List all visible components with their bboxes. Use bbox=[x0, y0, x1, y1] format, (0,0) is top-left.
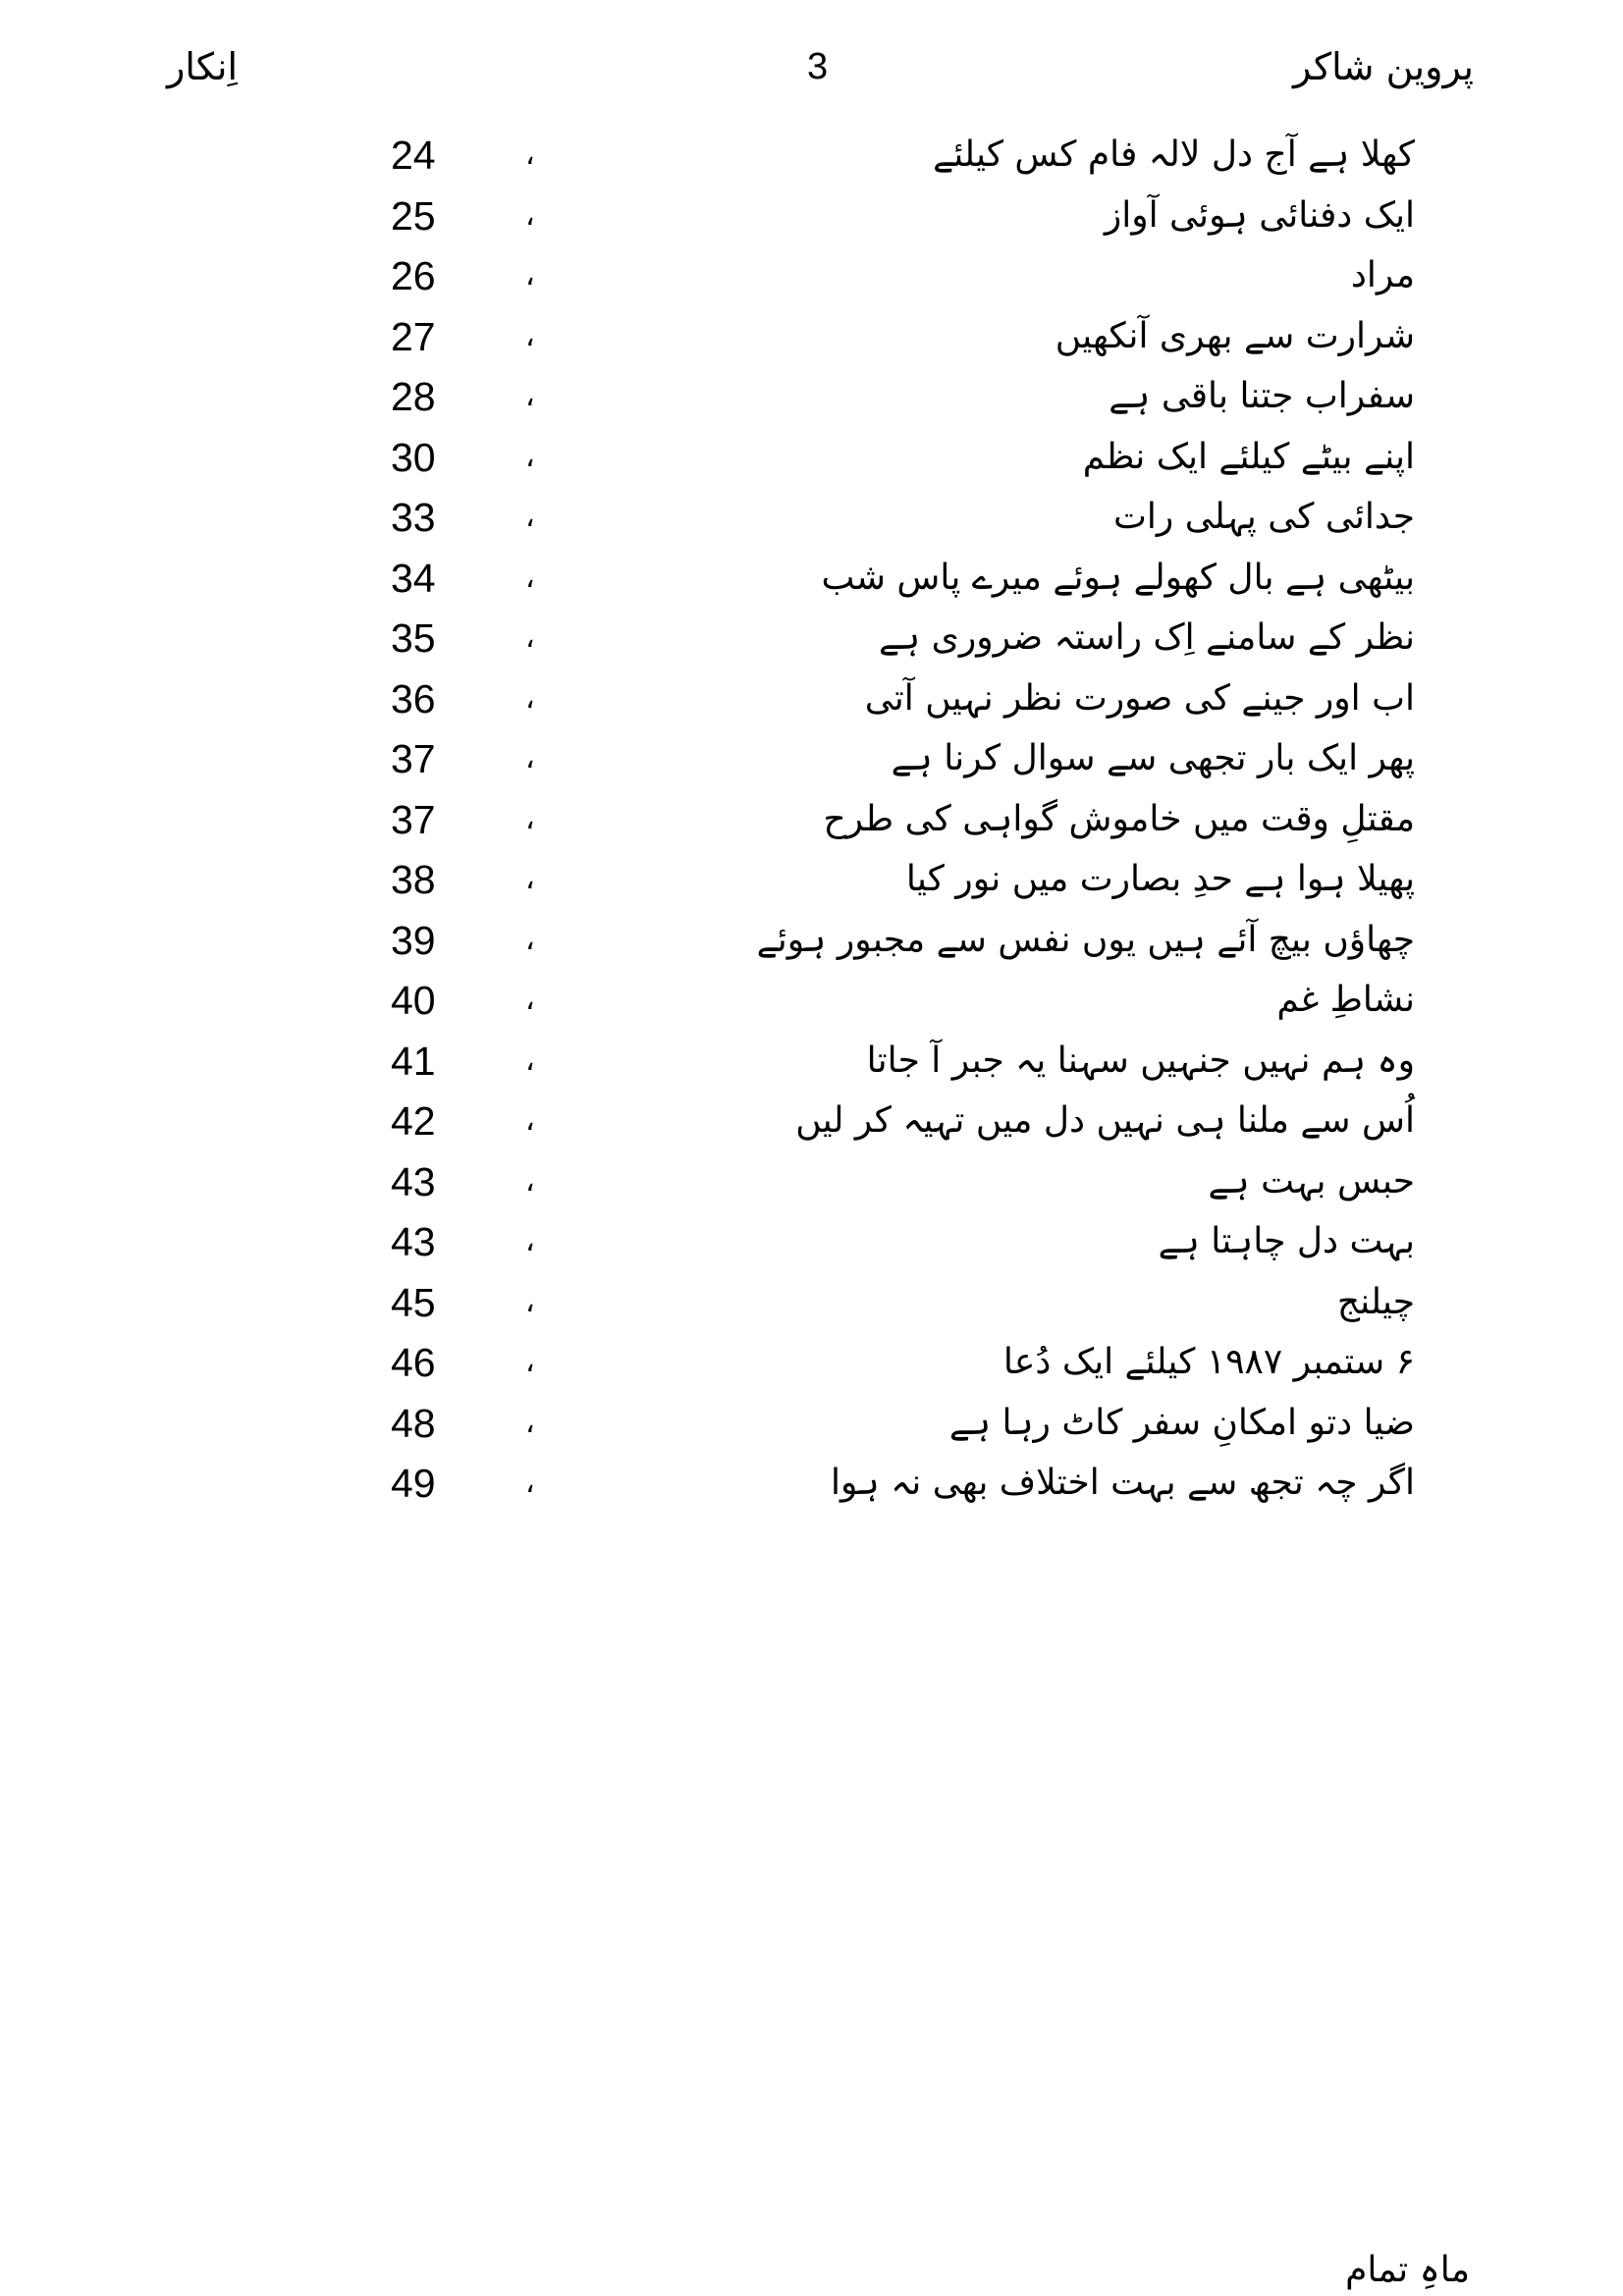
toc-entry-separator: ، bbox=[525, 1345, 535, 1379]
toc-entry-separator: ، bbox=[525, 801, 535, 836]
toc-entry bbox=[0, 1444, 1623, 1522]
toc-entry-separator: ، bbox=[525, 1163, 535, 1199]
toc-entry-title: اپنے بیٹے کیلئے ایک نظم bbox=[1082, 436, 1415, 477]
toc-entry-title: ضیا دتو امکانِ سفر کاٹ رہا ہے bbox=[948, 1402, 1415, 1443]
toc-entry-page: 38 bbox=[391, 857, 436, 902]
toc-entry-title: سفراب جتنا باقی ہے bbox=[1109, 376, 1415, 416]
toc-entry-separator: ، bbox=[525, 983, 535, 1017]
toc-entry-page: 49 bbox=[391, 1461, 436, 1506]
toc-entry-title: کھلا ہے آج دل لالہ فام کس کیلئے bbox=[933, 134, 1415, 175]
toc-entry-title: اگر چہ تجھ سے بہت اختلاف بھی نہ ہوا bbox=[831, 1463, 1415, 1503]
toc-entry-page: 48 bbox=[391, 1400, 436, 1446]
section-title: ماہِ تمام bbox=[1345, 2250, 1470, 2290]
toc-entry-separator: ، bbox=[525, 197, 535, 233]
toc-entry-page: 45 bbox=[391, 1279, 436, 1325]
toc-entry-page: 27 bbox=[391, 313, 436, 359]
toc-entry-page: 41 bbox=[391, 1038, 436, 1084]
toc-entry-page: 35 bbox=[391, 615, 436, 661]
toc-entry-title: پھیلا ہوا ہے حدِ بصارت میں نور کیا bbox=[905, 859, 1415, 899]
toc-entry-title: پھر ایک بار تجھی سے سوال کرنا ہے bbox=[891, 738, 1415, 778]
toc-entry-title: اب اور جینے کی صورت نظر نہیں آتی bbox=[864, 677, 1415, 719]
toc-entry-separator: ، bbox=[525, 379, 535, 413]
toc-entry-page: 37 bbox=[391, 796, 436, 842]
toc-entry-separator: ، bbox=[525, 741, 535, 775]
toc-entry-title: شرارت سے بھری آنکھیں bbox=[1055, 315, 1415, 356]
toc-entry-separator: ، bbox=[525, 560, 535, 595]
toc-entry-page: 28 bbox=[391, 374, 436, 419]
toc-entry-title: ایک دفنائی ہوئی آواز bbox=[1104, 194, 1415, 236]
toc-entry-page: 42 bbox=[391, 1098, 436, 1144]
toc-entry-page: 33 bbox=[391, 495, 436, 540]
toc-entry-page: 25 bbox=[391, 192, 436, 239]
toc-entry-title: مراد bbox=[1350, 255, 1415, 295]
author-name: پروین شاکر bbox=[1293, 45, 1474, 88]
toc-entry-separator: ، bbox=[525, 922, 535, 957]
toc-entry-page: 43 bbox=[391, 1219, 436, 1264]
toc-entry-separator: ، bbox=[525, 1224, 535, 1258]
toc-entry-separator: ، bbox=[525, 318, 535, 353]
toc-entry-title: نظر کے سامنے اِک راستہ ضروری ہے bbox=[879, 617, 1415, 658]
toc-entry-separator: ، bbox=[525, 1284, 535, 1319]
toc-entry-page: 30 bbox=[391, 434, 436, 480]
toc-entry-page: 40 bbox=[391, 978, 436, 1023]
toc-entry-page: 37 bbox=[391, 736, 436, 781]
toc-entry-title: بیٹھی ہے بال کھولے ہوئے میرے پاس شب bbox=[821, 557, 1415, 598]
toc-entry-title: حبس بہت ہے bbox=[1208, 1160, 1415, 1201]
toc-entry-title: مقتلِ وقت میں خاموش گواہی کی طرح bbox=[823, 798, 1415, 839]
toc-entry-title: بہت دل چاہتا ہے bbox=[1158, 1221, 1415, 1261]
toc-entry-page: 46 bbox=[391, 1340, 436, 1385]
toc-entry-separator: ، bbox=[525, 1405, 535, 1440]
toc-entry-separator: ، bbox=[525, 500, 535, 534]
toc-entry-title: وہ ہم نہیں جنہیں سہنا یہ جبر آ جاتا bbox=[866, 1040, 1415, 1081]
toc-entry-page: 26 bbox=[391, 253, 436, 298]
toc-entry-separator: ، bbox=[525, 862, 535, 896]
toc-entry-title: اُس سے ملنا ہی نہیں دل میں تہیہ کر لیں bbox=[795, 1100, 1415, 1141]
book-title: اِنکار bbox=[167, 45, 239, 88]
toc-entry-separator: ، bbox=[525, 137, 535, 172]
toc-entry-separator: ، bbox=[525, 1103, 535, 1138]
toc-entry-page: 39 bbox=[391, 917, 436, 963]
toc-entry-title: نشاطِ غم bbox=[1276, 980, 1415, 1020]
toc-entry-title: ۶ ستمبر ۱۹۸۷ کیلئے ایک دُعا bbox=[1002, 1342, 1415, 1382]
page-number: 3 bbox=[807, 46, 829, 87]
toc-entry-page: 34 bbox=[391, 555, 436, 601]
toc-entry-separator: ، bbox=[525, 258, 535, 293]
toc-entry-page: 36 bbox=[391, 675, 436, 721]
toc-entry-title: چھاؤں بیچ آئے ہیں یوں نفس سے مجبور ہوئے bbox=[756, 919, 1415, 960]
toc-entry-page: 43 bbox=[391, 1158, 436, 1204]
toc-entry-title: جدائی کی پہلی رات bbox=[1113, 497, 1415, 537]
toc-entry-title: چیلنج bbox=[1336, 1281, 1415, 1322]
toc-entry-separator: ، bbox=[525, 439, 535, 474]
toc-entry-separator: ، bbox=[525, 1042, 535, 1078]
toc-entry-separator: ، bbox=[525, 680, 535, 716]
toc-entry-separator: ، bbox=[525, 620, 535, 655]
toc-entry-page: 24 bbox=[391, 133, 436, 178]
toc-entry-separator: ، bbox=[525, 1466, 535, 1500]
